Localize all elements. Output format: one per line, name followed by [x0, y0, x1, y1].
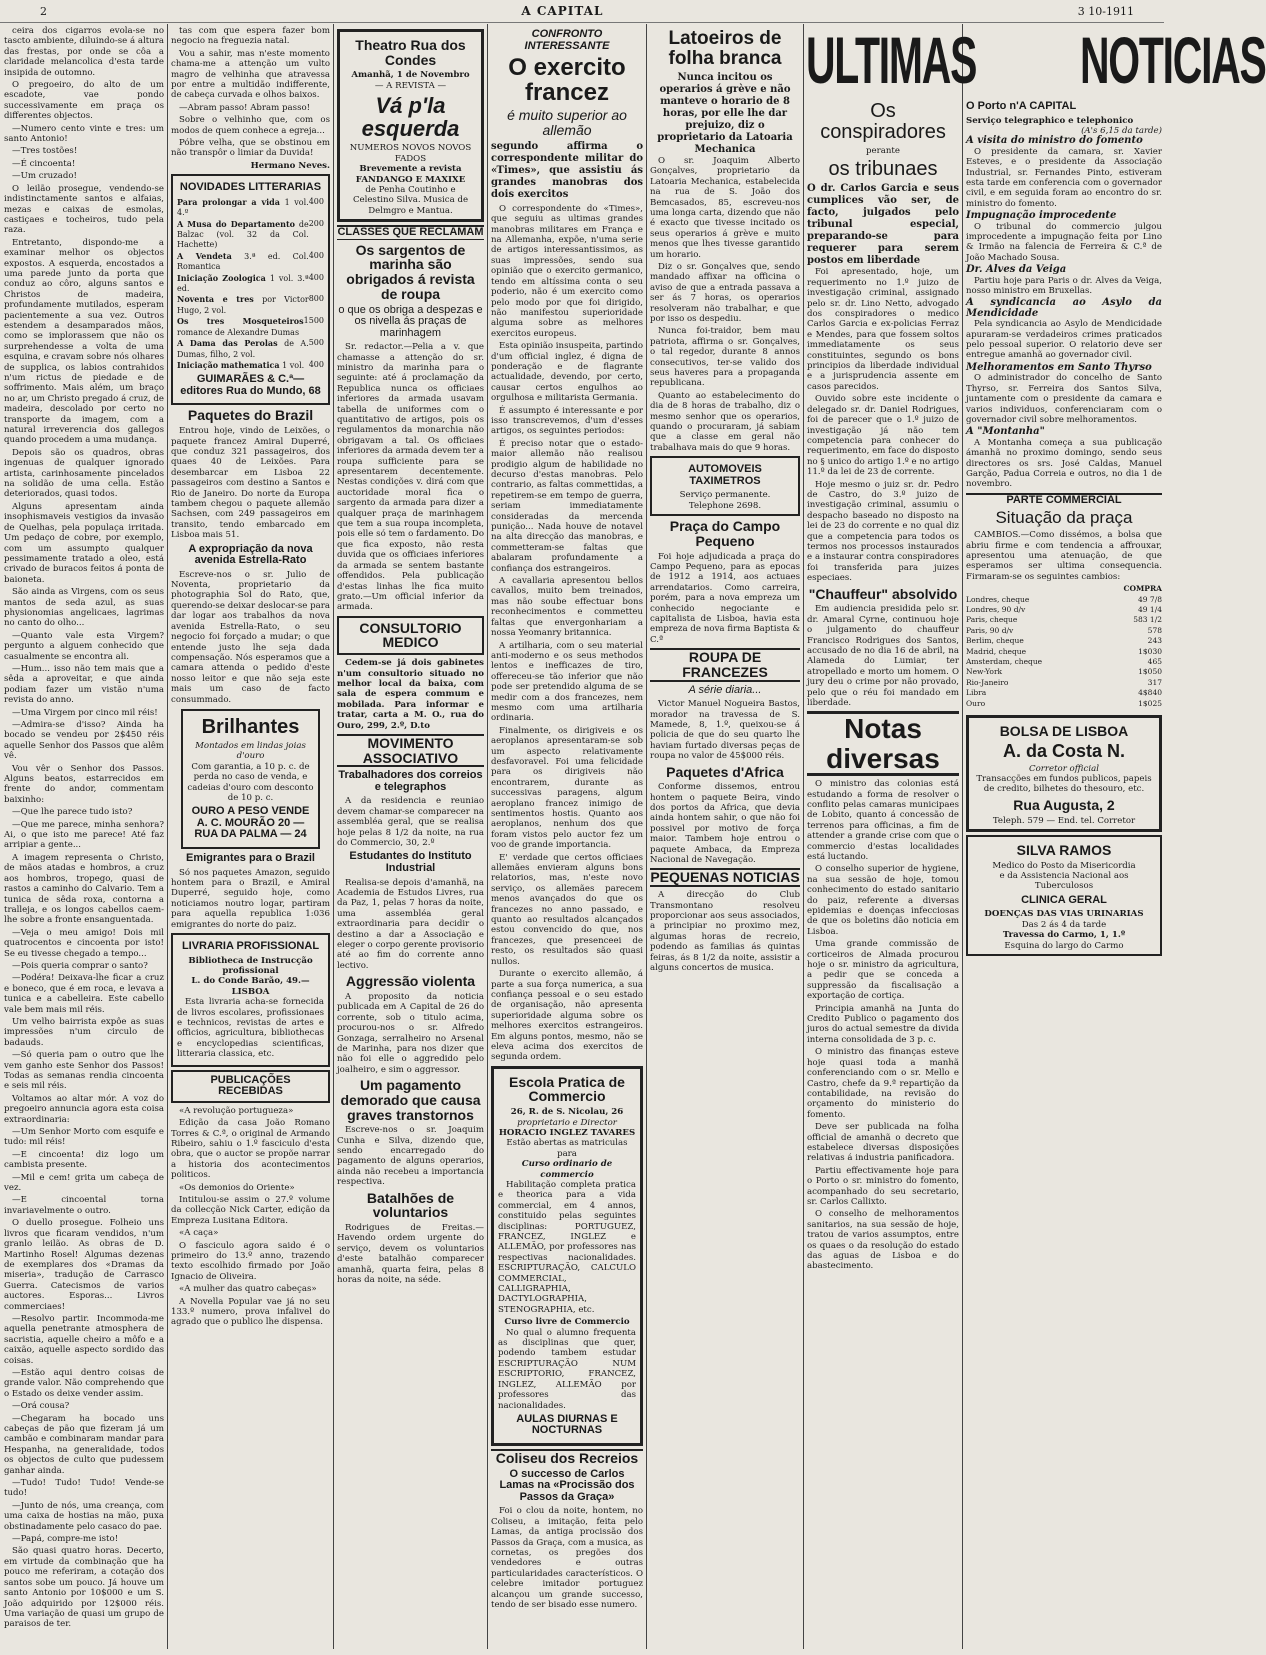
bolsa-ad-phone: Teleph. 579 — End. tel. Corretor [992, 815, 1136, 826]
automoveis-title: AUTOMOVEIS TAXIMETROS [688, 463, 762, 487]
article-paragraph: São quasi quatro horas. Decerto, em virtude da combinação que ha pouco me referiram, a cotação dos santos sobe um pouco. Já houve um santo Antonio por 10$000 e um S. João adquirido por 12$000 réis. Uma variação de quasi um grupo de paraisos de ter. [4, 1546, 164, 1630]
livraria-text: Esta livraria acha-se fornecida de livros escolares, profissionaes e technicos, revistas de artes e officios, agricultura, bibliothecas e encyclopedias scientificas, litteraria classica, etc. [177, 997, 324, 1060]
alves-title: Dr. Alves da Veiga [966, 264, 1067, 276]
column-6 [807, 98, 959, 1652]
article-paragraph: A cavallaria apresentou bellos cavallos, muito bem treinados, mas não soube effectuar bons reconhecimentos e commetteu faltas que envergonhariam a nossa Yeomanry britannica. [491, 576, 643, 639]
escola-note: Estão abertas as matriculas para [506, 1138, 628, 1159]
ultimas-noticias-banner [806, 23, 1266, 97]
article-signature: Hermano Neves. [250, 160, 330, 171]
silva-ramos-ad [966, 835, 1162, 956]
article-paragraph: Entretanto, dispondo-me a examinar melhor os objectos expostos. A esquerda, encostados a uma parede junto da porta que conduz ao côro, alguns santos e Christos de madeira, profundamente mutilados, esperam pacientemente a sua vez. Outros estendem a desamparados mãos, como se implorassem que não os surprehendesse a volta de uma esquina, e cravam sobre nós olhares de supplica, os labios contrahidos n'um rictus de piedade e de soffrimento. Mais além, um braço no ar, um Christo pregado á cruz, de madeira, descolado por certo no transporte da imagem, com a natural irreverencia dos gallegos quando procedem a uma mudança. [4, 237, 164, 446]
praca-title: Praça do Campo Pequeno [669, 518, 781, 549]
alves-text: Partiu hoje para Paris o dr. Alves da Veiga, nosso ministro em Bruxellas. [966, 275, 1162, 297]
column-rule [167, 24, 168, 1649]
situacao-title: Situação da praça [995, 508, 1133, 528]
novidade-title: Os tres Mosqueteiros [177, 316, 304, 327]
chauffeur-title: "Chauffeur" absolvido [808, 585, 958, 602]
classes-title: CLASSES QUE RECLAMAM [337, 226, 484, 239]
publicacao-item: Edição da casa João Romano Torres & C.ª, o original de Armando Ribeiro, sahiu o 1.º fasciculo d'esta obra, que o auctor se propõe narrar a historia dos acontecimentos politicos. [171, 1118, 330, 1181]
cambio-value: 317 [1147, 677, 1162, 687]
novidade-row [177, 273, 324, 295]
theatre-title: Theatro Rua dos Condes [355, 37, 466, 68]
visita-title: A visita do ministro do fomento [966, 135, 1143, 147]
column-4 [491, 26, 643, 1652]
publicacao-item: O fasciculo agora saido é o primeiro do 13.º anno, trazendo texto escolhido firmado por João Ignacio de Oliveira. [171, 1240, 330, 1282]
paquetes-title: Paquetes do Brazil [187, 407, 314, 424]
cambio-value: 1$050 [1138, 667, 1162, 677]
roupa-sub: A série diaria... [688, 683, 762, 696]
cambio-label: Rio-Janeiro [966, 677, 1009, 687]
article-paragraph: —Podéra! Deixava-lhe ficar a cruz e boneco, que é em roca, e levava a tunica e a cabelleira. Este cabello vale bem mais mil réis. [4, 973, 164, 1015]
page-number: 2 [40, 4, 47, 18]
article-paragraph: A imagem representa o Christo, de mãos atadas e hombros, a cruz aos hombros, tropego, quasi de rastos a caminho do Calvario. Tem a tunica de sêda roxa, contorna a tralleja, e os longos cabellos caem-lhe sobre a fronte ensanguentada. [4, 852, 164, 926]
article-paragraph: —Um cruzado! [12, 171, 77, 182]
cambio-value: 4$840 [1138, 688, 1162, 698]
praca-text: Foi hoje adjudicada a praça do Campo Pequeno, para as epocas de 1912 a 1914, aos actuaes arrendatarios. Como carreira, porém, para a nova empreza um conhecido negociante e capitalista de Lisboa, havia esta empreza de nova firma Baptista & C.ª [650, 551, 800, 645]
page-header [0, 0, 1164, 23]
paquetes-africa-title: Paquetes d'Africa [666, 763, 784, 780]
expropriacao-text: Escreve-nos o sr. Julio de Noventa, proprietario da photographia Sol do Rato, que, querendo-se deixar deslocar-se para dar logar aos trabalhos da nova avenida Estrella-Rato, o seu negocio foi forçado a mudar; o que entende justo lhe seja dada compensação. Nós esperamos que a camara attenda o pedido d'este nosso leitor e que não seja este mais um caso de facto consummado. [171, 569, 330, 705]
article-paragraph: —Abram passo! Abram passo! [179, 102, 311, 113]
novidade-row [177, 294, 324, 316]
novidade-price: 400 [308, 196, 324, 206]
novidade-row [177, 338, 324, 360]
publicacao-item: «A revolução portugueza» [179, 1105, 294, 1116]
bolsa-ad-title: BOLSA DE LISBOA [999, 723, 1129, 740]
article-paragraph: Depois são os quadros, obras ingenuas de qualquer ignorado artista, carinhosamente pincelados na solidão de uma cella. Estão deteriorados, quasi todos. [4, 447, 164, 500]
novidade-desc: por Victor Hugo, 2 vol. [177, 295, 309, 315]
escola-ad [491, 1066, 643, 1446]
article-paragraph: O duello prosegue. Folheio uns livros que ficaram vendidos, n'um granlo leilão. As obras de D. Martinho Rosel! Algumas dezenas de exemplares dos «Dramas da miseria», tradução de Carrasco Guerra. Catecismos de varios auctores. Esporas... Livros commerciaes! [4, 1218, 164, 1312]
article-paragraph: É assumpto é interessante e por isso transcrevemos, d'um d'esses artigos, os seguintes periodos: [491, 405, 643, 437]
cambio-label: Madrid, cheque [966, 646, 1027, 656]
article-paragraph: —Veja o meu amigo! Dois mil quatrocentos e cincoenta por isto! Se eu tivesse chegado a tempo... [4, 927, 164, 959]
article-paragraph: A artilharia, com o seu material anti-moderno e os seus methodos lentos e inefficazes de tiro, offereceu-se tão inferior que não pode ser pretendido alguma de se medir com a dos francezes, nem mesmo com uma artilharia ordinaria. [491, 640, 643, 724]
article-paragraph: —Papá, compre-me isto! [12, 1534, 119, 1545]
livraria-address: L. do Conde Barão, 49.—LISBOA [191, 976, 310, 997]
latoeiros-title: Latoeiros de folha branca [668, 28, 782, 69]
bolsa-ad-address: Rua Augusta, 2 [1013, 796, 1115, 813]
brilhantes-sub: Montados em lindas joias d'ouro [195, 740, 306, 762]
article-paragraph: —Que lhe parece tudo isto? [12, 807, 133, 818]
silva-hours: Das 2 ás 4 da tarde [1021, 919, 1107, 930]
bolsa-ad-role: Corretor official [1029, 763, 1099, 774]
escola-course: Curso ordinario de commercio [521, 1159, 613, 1180]
novidade-price: 1500 [303, 316, 324, 326]
novidade-desc: 1 vol. 4.º [177, 197, 309, 218]
nota-item: O conselho de melhoramentos sanitarios, na sua sessão de hoje, tratou de varios assumptos, entre os quaes o da resolução do estado das aguas de Lisboa e do abastecimento. [807, 1209, 959, 1272]
silva-clinic: CLINICA GERAL [1021, 893, 1107, 906]
novidade-title: A Vendeta [177, 250, 232, 261]
cambio-label: Ouro [966, 698, 986, 708]
publicacao-item: «A mulher das quatro cabeças» [179, 1284, 317, 1295]
brilhantes-footer: OURO A PESO VENDE A. C. MOURÃO 20 — RUA DA PALMA — 24 [191, 805, 310, 841]
montanha-title: A "Montanha" [966, 426, 1045, 438]
masthead: A CAPITAL [521, 4, 604, 18]
escola-text: Habilitação completa pratica e theorica para a vida commercial, em 4 annos, constituido pelas seguintes disciplinas: PORTUGUEZ, FRANCEZ, INGLEZ e ALLEMÃO, por professores nas respectivas nacionalidades. ESCRIPTURAÇÃO, CALCULO COMMERCIAL, CALLIGRAPHIA, DACTYLOGRAPHIA, STENOGRAPHIA, etc. [498, 1179, 636, 1315]
article-paragraph: —Pois queria comprar o santo? [12, 960, 148, 971]
escola-title: Escola Pratica de Commercio [509, 1073, 625, 1105]
automoveis-sub: Serviço permanente. [679, 490, 771, 501]
column-rule [803, 24, 804, 1649]
theatre-next: FANDANGO E MAXIXE [355, 174, 466, 185]
cambio-row [966, 657, 1162, 667]
asylo-text: Pela syndicancia ao Asylo de Mendicidade apuraram-se verdadeiros crimes praticados pelo pessoal superior. O relatorio deve ser entregue amanhã ao governador civil. [966, 319, 1162, 361]
publicacao-item: «A caça» [179, 1228, 219, 1239]
novidade-desc: de A. Dumas, filho, 2 vol. [177, 339, 309, 359]
publicacao-item: A Novella Popular vae já no seu 133.º numero, prova infalivel do agrado que o publico lhe dispensa. [171, 1296, 330, 1328]
commercial-title: PARTE COMMERCIAL [966, 493, 1162, 507]
movimento-sub: Trabalhadores dos correios e telegraphos [338, 769, 483, 793]
cambio-value: 1$030 [1138, 646, 1162, 656]
article-paragraph: Foi apresentado, hoje, um requerimento no 1.º juizo de investigação criminal, assignado pelo sr. dr. Lino Netto, advogado dos conspiradores o medico Carlos Garcia e ex-policias Ferraz e Mendes, para que fossem soltos immediatamente os seus constituintes, segundo os bons principios da liberdade individual e a jurisprudencia assente em casos parecidos. [807, 267, 959, 392]
cambio-label: Berlim, cheque [966, 636, 1024, 646]
column-5 [650, 26, 800, 1652]
pagamento-title: Um pagamento demorado que causa graves transtornos [340, 1077, 481, 1123]
novidade-price: 200 [308, 218, 324, 228]
confronto-kicker: CONFRONTO INTERESSANTE [524, 28, 610, 52]
novidade-price: 400 [308, 272, 324, 282]
theatre-show: Vá p'la esquerda [361, 93, 460, 142]
consultorio-title: CONSULTORIO MEDICO [337, 616, 484, 655]
article-paragraph: —Resolvo partir. Incommoda-me aquella penetrante atmosphera de sacristia, aquelle cheiro a môfo e a caixão, aquelle aspecto sordido das coisas. [4, 1313, 164, 1366]
article-paragraph: O correspondente do «Times», que seguiu as ultimas grandes manobras militares em França e na Allemanha, expõe, n'uma serie de artigos interessantissimos, as suas impressões, sendo sua opinião que o exercito germanico, tendo em altíssima conta o seu poderio, não é um exercito como pelo modo por que foi dirigido, não manifestou superioridade alguma sobre as melhores exercitos europeus. [491, 203, 643, 339]
article-paragraph: Vou vêr o Senhor dos Passos. Alguns beatos, estarrecidos em frente do andor, commentam baixinho: [4, 763, 164, 805]
brilhantes-title: Brilhantes [201, 715, 300, 738]
silva-spec: DOENÇAS DAS VIAS URINARIAS [984, 909, 1144, 920]
silva-title: SILVA RAMOS [1016, 841, 1112, 858]
novidade-price: 400 [308, 250, 324, 260]
article-paragraph: —Que me parece, minha senhora? Ai, o que isto me parece! Até faz arripiar a gente... [4, 819, 164, 851]
escola-address: 26, R. de S. Nicolau, 26 [510, 1107, 624, 1118]
article-paragraph: Hoje mesmo o juiz sr. dr. Pedro de Castro, do 3.º juizo de investigação criminal, assumiu o despacho baseado no disposto na lei de 23 do corrente e no qual diz que a competencia para todos os termos nos processos instaurados e a instaurar contra conspiradores foi transferida para juizes especiaes. [807, 479, 959, 584]
escola-footer: AULAS DIURNAS E NOCTURNAS [516, 1412, 618, 1437]
bolsa-ad-text: Transacções em fundos publicos, papeis de credito, bilhetes do thesouro, etc. [976, 774, 1152, 795]
article-paragraph: Esta opinião insuspeita, partindo d'um official inglez, é digna de ponderação e de flagrante actualidade, devendo, por certo, causar certos engulhos ao orgulhosa e militarista Germania. [491, 341, 643, 404]
visita-text: O presidente da camara, sr. Xavier Esteves, e o presidente da Associação Industrial, sr. Fernandes Pinto, estiveram esta tarde em conferencia com o governador civil, e em seguida foram ao encontro do sr. ministro do fomento. [966, 146, 1162, 209]
novidade-desc: 1 vol. 3.ª ed. [177, 273, 309, 294]
pequenas-title: PEQUENAS NOTICIAS [650, 869, 800, 886]
latoeiros-dek: Nunca incitou os operarios á grève e não manteve o horario de 8 horas, por elle lhe dar prejuizo, diz o proprietario da Latoaria Mechanica [657, 71, 793, 155]
paquetes-africa-text: Conforme dissemos, entrou hontem o paquete Beira, vindo dos portos da Africa, que devia ainda hontem sahir, o que não foi possivel por motivo de força maior. Tambem hoje entrou o paquete Ambaca, da Empreza Nacional de Navegação. [650, 782, 800, 866]
cambio-row [966, 647, 1162, 657]
situacao-text: CAMBIOS.—Como dissémos, a bolsa que abriu firme e com tendencia a affrouxar, apresentou uma atenuação, de que esperamos ser ultima consequencia. Firmaram-se os seguintes cambios: [966, 530, 1162, 582]
article-paragraph: Diz o sr. Gonçalves que, sendo mandado affixar na officina o aviso de que a entrada passava a ser ás 7 horas, os operarios resolveram não trabalhar, e que por isso os despediu. [650, 261, 800, 324]
escola-owner: proprietario e Director [517, 1117, 617, 1128]
roupa-text: Victor Manuel Nogueira Bastos, morador na travessa de S. Mamede, 8, 1.º, queixou-se á policia de que do seu quarto lhe haviam furtado diversas peças de roupa no valor de 45$000 réis. [650, 699, 800, 762]
column-7 [966, 98, 1162, 1652]
emigrantes-title: Emigrantes para o Brazil [186, 852, 315, 865]
publicacao-item: Intitulou-se assim o 27.º volume da collecção Nick Carter, edição da Empreza Lusitana Editora. [171, 1194, 330, 1226]
pagamento-text: Escreve-nos o sr. Joaquim Cunha e Silva, dizendo que, sendo encarregado do pagamento de alguns operarios, ainda não recebeu a importancia respectiva. [337, 1125, 484, 1188]
brilhantes-text: Com garantia, a 10 p. c. de perda no caso de venda, e cadeias d'ouro com desconto de 10 p. c. [187, 761, 314, 803]
article-paragraph: Póbre velha, que se obstinou em não transpôr o limiar da Duvida! [171, 138, 330, 159]
novidade-title: Para prolongar a vida [177, 196, 280, 207]
conspiradores-sub2: os tribunaes [828, 158, 938, 181]
paquetes-text: Entrou hoje, vindo de Leixões, o paquete francez Amiral Duperré, que conduz 321 passageiros, dos quaes 40 de Leixões. Para desembarcar em Lisboa 22 passageiros com destino a Santos e Rio de Janeiro. Do norte da Europa tambem chegou o paquete allemão Sachsen, com 249 passageiros em transito, tendo embarcado em Lisboa mais 51. [171, 426, 330, 541]
novidade-row [177, 316, 324, 338]
article-paragraph: ceira dos cigarros evola-se no tascto ambiente, diluindo-se á altura das frestas, por onde se côa a claridade melancolica d'esta tarde insipida de outomno. [4, 26, 164, 78]
article-paragraph: São ainda as Virgens, com os seus mantos de seda azul, as suas physionomias angelicaes, lagrimas no canto do olho... [4, 587, 164, 629]
article-paragraph: —Uma Virgem por cinco mil réis! [12, 707, 158, 718]
impugnacao-title: Impugnação improcedente [966, 210, 1117, 222]
escola-free: Curso livre de Commercio [504, 1317, 630, 1328]
novidade-desc: 3.ª ed. Col. Romantica [177, 251, 309, 272]
coliseu-title: Coliseu dos Recreios [491, 1449, 643, 1466]
article-paragraph: Durante o exercito allemão, á parte a sua força numerica, a sua confiança pessoal e o seu estado de organisação, não apresenta superioridade alguma sobre os melhores exercitos estrangeiros. Em alguns pontos, mesmo, não se eleva acima dos exercitos de segunda ordem. [491, 969, 643, 1063]
thyrso-title: Melhoramentos em Santo Thyrso [966, 361, 1152, 373]
novidade-title: Iniciação Zoologica [177, 272, 266, 283]
silva-address2: Esquina do largo do Carmo [1004, 940, 1124, 951]
article-paragraph: Alguns apresentam ainda insophismaveis vestigios da invasão de Quelhas, pela populaça irritada. Um pedaço de cobre, por exemplo, com um assumpto qualquer pessimamente tratado a oleo, está crivado de buracos feitos á ponta de baioneta. [4, 501, 164, 585]
chauffeur-text: Em audiencia presidida pelo sr. dr. Amaral Cyrne, continuou hoje o julgamento do chauffeur Francisco Rodrigues dos Santos, accusado de no dia 16 de abril, na Alameda do Lumiar, ter atropellado e morto um homem. O jury deu o crime por não provado, pelo que o réu foi mandado em liberdade. [807, 604, 959, 708]
cambio-value: 578 [1147, 625, 1162, 635]
aggressao-text: A proposito da noticia publicada em A Capital de 26 do corrente, sob o titulo acima, procurou-nos o sr. Alfredo Gonzaga, serralheiro no Arsenal de Marinha, para nos dizer que não foi elle o aggredido pelo joalheiro, e sim o aggressor. [337, 991, 484, 1075]
banner-word-2: NOTICIAS [1080, 23, 1266, 97]
article-paragraph: O sr. Joaquim Alberto Gonçalves, proprietario da Latoaria Mechanica, estabelecida na rua de S. João dos Bemcasados, 85, escreveu-nos uma longa carta, dizendo que não é exacto que tivesse incitado os seus operarios á grève e muito menos que lhes tivesse garantido um horario. [650, 155, 800, 260]
novidade-desc: de Balzac (vol. 32 da Col. Hachette) [177, 219, 309, 250]
novidade-row [177, 360, 324, 371]
nota-item: O conselho superior de hygiene, na sua sessão de hoje, tomou conhecimento do estado sanitario do paiz, referente a diversas epidemias e doenças infecciosas de que os boletins dão noticia em Lisboa. [807, 864, 959, 937]
novidade-row [177, 251, 324, 273]
novidade-row [177, 219, 324, 251]
column-rule [333, 24, 334, 1649]
thyrso-text: O administrador do concelho de Santo Thyrso, sr. Ferreira dos Santos Silva, juntamente com o presidente da camara e varios individuos, conferenciaram com o governador civil sobre melhoramentos. [966, 373, 1162, 425]
conspiradores-dek: O dr. Carlos Garcia e seus cumplices vão ser, de facto, julgados pelo tribunal especial, preparando-se para requerer para serem postos em liberdade [807, 183, 959, 267]
nota-item: Uma grande commissão de corticeiros de Almada procurou hoje o sr. ministro da agricultura, a pedir que se conceda a suppressão da fiscalisação a exportação de cortiça. [807, 939, 959, 1002]
column-2 [171, 26, 330, 1652]
batalhoes-text: Rodrigues de Freitas.—Havendo ordem urgente do serviço, devem os voluntarios d'este batalhão comparecer amanhã, quarta feira, pelas 8 horas da noite, na séde. [337, 1223, 484, 1286]
article-paragraph: —E cincoenta! diz logo um cambista presente. [4, 1149, 164, 1171]
emigrantes-text: Só nos paquetes Amazon, seguido hontem para o Brazil, e Amiral Duperré, seguido hoje, como noticiamos noutro logar, partiram para aquella republica 1:036 emigrantes do norte do paiz. [171, 867, 330, 930]
novidades-footer: GUIMARÃES & C.ª—editores Rua do Mundo, 68 [180, 373, 321, 397]
impugnacao-text: O tribunal do commercio julgou improcedente a impugnação feita por Lino & Irmão na falencia de Ferreira & C.ª de João Machado Sousa. [966, 221, 1162, 263]
estudantes-text: Realisa-se depois d'amanhã, na Academia de Estudos Livres, rua da Paz, 1, pelas 7 horas da noite, uma assembléa geral extraordinaria para decidir o destino a dar a Associação e eleger o corpo gerente provisorio até ao fim do corrente anno lectivo. [337, 877, 484, 971]
article-paragraph: —Orá cousa? [12, 1401, 70, 1412]
article-paragraph: —Só queria pam o outro que lhe vem ganho este Senhor dos Passos! Todas as semanas rendia cincoenta e seis mil réis. [4, 1050, 164, 1092]
livraria-title: LIVRARIA PROFISSIONAL [181, 940, 320, 953]
exercito-title: O exercito francez [508, 54, 626, 107]
conspiradores-title: Os conspiradores [820, 100, 946, 143]
movimento-title: MOVIMENTO ASSOCIATIVO [337, 734, 484, 767]
roupa-title: ROUPA DE FRANCEZES [650, 648, 800, 681]
porto-sub: Serviço telegraphico e telephonico [966, 115, 1134, 126]
novidades-title: NOVIDADES LITTERARIAS [179, 181, 322, 194]
automoveis-phone: Telephone 2698. [688, 500, 762, 511]
cambio-row [966, 667, 1162, 677]
cambio-label: New-York [966, 667, 1003, 677]
article-paragraph: Quanto ao estabelecimento do dia de 8 horas de trabalho, diz o mesmo senhor que os operarios, quando o procuraram, já sabiam que a classe em geral não trabalhava mais do que 9 horas. [650, 390, 800, 453]
expropriacao-title: A expropriação da nova avenida Estrella-Rato [188, 542, 313, 567]
cambio-header: COMPRA [1123, 584, 1162, 594]
coliseu-text: Foi o clou da noite, hontem, no Coliseu, a imitação, feita pelo Lamas, da antiga procissão dos Passos da Graça, com a musica, as cornetas, os pregões dos vendedores e outras particularidades característicos. O celebre imitador portuguez alcançou um grande successo, tendo de ser bisado esse numero. [491, 1506, 643, 1610]
cambio-value: 243 [1147, 636, 1162, 646]
nota-item: O ministro das colonias está estudando a forma de resolver o conflito pelas camaras municipaes de Lobito, quanto á concessão de terrenos para officinas, a fim de attender a grande crise com que o commercio d'estas localidades está luctando. [807, 779, 959, 862]
cambio-value: 49 7/8 [1138, 594, 1162, 604]
column-rule [487, 24, 488, 1649]
cambio-row [966, 699, 1162, 709]
article-paragraph: —Tres tostões! [12, 146, 78, 157]
livraria-sub: Bibliotheca de Instrucção profissional [188, 955, 313, 976]
nota-item: O ministro das finanças esteve hoje quasi toda a manhã conferenciando com o sr. Mello e Castro, chefe da 9.ª repartição da contabilidade, na revisão do orçamento do ministerio do fomento. [807, 1047, 959, 1120]
article-paragraph: Um velho bairrista expôe as suas impressões n'um circulo de badauds. [4, 1016, 164, 1048]
asylo-title: A syndicancia ao Asylo da Mendicidade [966, 297, 1162, 319]
batalhoes-title: Batalhões de voluntarios [366, 1189, 455, 1221]
pequenas-text: A direcção do Club Transmontano resolveu proporcionar aos seus associados, a principiar no proximo mez, algumas horas de recreio, podendo as familias ás quintas feiras, ás 8 1/2 da noite, assistir a alguns concertos de musica. [650, 890, 800, 974]
theatre-kind: — A REVISTA — [374, 80, 447, 91]
article-paragraph: —Um Senhor Morto com esquife e tudo: mil réis! [4, 1127, 164, 1148]
cambio-label: Libra [966, 688, 987, 698]
theatre-ad [337, 29, 484, 222]
article-paragraph: —Junto de nós, uma creança, com uma caixa de hostias na mão, puxa obstinadamente pelo casaco do pae. [4, 1500, 164, 1532]
novidade-title: Noventa e tres [177, 294, 254, 305]
article-paragraph: Sobre o velhinho que, com os modos de quem conhece a egreja... [171, 115, 330, 136]
cambio-label: Londres, 90 d/v [966, 605, 1026, 614]
article-paragraph: Ouvido sobre este incidente o delegado sr. dr. Daniel Rodrigues, foi de parecer que o 1.º juizo de investigação já não tem competencia para conhecer do requerimento, em face do disposto no § unico do artigo 1.º e no artigo 11.º da lei de 23 de corrente. [807, 394, 959, 478]
cambio-value: 1$025 [1138, 698, 1162, 708]
article-paragraph: Vou a sahir, mas n'este momento chama-me a attenção um vulto magro de velhinha que atravessa por entre a multidão indifferente, de cabeça curvada e olhos baixos. [171, 48, 330, 101]
cambio-row [966, 626, 1162, 636]
article-paragraph: O pregoeiro, do alto de um escadote, vae pondo successivamente em praça os differentes objectos. [4, 80, 164, 122]
cambios-table [966, 584, 1162, 709]
silva-address: Travessa do Carmo, 1, 1.º [1002, 930, 1126, 941]
article-paragraph: —Estão aqui dentro coisas de grande valor. Não comprehendo que o Estado os deixe vender assim. [4, 1367, 164, 1399]
article-paragraph: —Tudo! Tudo! Tudo! Vende-se tudo! [4, 1478, 164, 1499]
notas-title: Notas diversas [807, 711, 959, 776]
novidade-price: 800 [308, 294, 324, 304]
sargentos-text: Sr. redactor.—Pelia a v. que chamasse a attenção do sr. ministro da marinha para o seguinte: até á proclamação da Republica nunca os officiaes inferiores da armada usavam tabella de uniformes com o quantitativo de artigos, pois os regulamentos da monarchia não obrigavam a tal. Os officiaes inferiores da armada devem ter a roupa sufficiente para se apresentarem decentemente. Nestas condições v. dirá com que auctoridade moral fica o sargento da armada para dizer a qualquer praça de marinhagem que tem a sua roupa incompleta, pois elle só tem o fardamento. Do que fica exposto, não resta duvida que os officiaes inferiores da armada se sentem bastante offendidos. Pela publicação d'estas linhas lhe fica muito grato.—Um official inferior da armada. [337, 342, 484, 613]
novidade-title: Iniciação mathematica [177, 359, 280, 370]
exercito-dek: segundo affirma o correspondente militar do «Times», que assistiu ás grandes manobras dos dois exercitos [491, 140, 643, 200]
livraria-ad [171, 933, 330, 1067]
article-paragraph: —Admira-se d'isso? Ainda ha bocado se vendeu por 2$450 réis aquelle Senhor dos Passos que alêm vê. [4, 720, 164, 762]
porto-time: (A's 6,15 da tarde) [1081, 125, 1162, 136]
theatre-brief: Brevemente a revista [359, 164, 462, 175]
publicacao-item: «Os demonios do Oriente» [179, 1182, 295, 1193]
theatre-numbers: NUMEROS NOVOS NOVOS FADOS [349, 143, 472, 164]
novidade-desc: 1 vol. [282, 360, 305, 370]
article-paragraph: —Hum... isso não tem mais que a sêda a aproveitar, e que ainda podiam fazer um vistão n'uma revista do anno. [4, 663, 164, 706]
article-paragraph: É preciso notar que o estado-maior allemão não realisou prodigio algum de habilidade no decurso d'estas manobras. Pelo contrario, as faltas commettidas, a repetirem-se em tempo de guerra, seriam immediatamente consideradas da mercenda punição... Nada houve de notavel na alta direcção das manobras, e commetteram-se faltas que abalaram profundamente a confiança dos estrangeiros. [491, 438, 643, 574]
novidade-title: A Dama das Perolas [177, 338, 278, 349]
estudantes-title: Estudantes do Instituto Industrial [349, 850, 472, 874]
novidade-price: 500 [308, 338, 324, 348]
article-paragraph: —Chegaram ha bocado uns cabeças de pão que fizeram já um cambão e combinaram mandar para Hespanha, na generalidade, todos os objectos de culto que pudessem ganhar ainda. [4, 1413, 164, 1476]
cambio-value: 583 1/2 [1133, 615, 1162, 625]
article-paragraph: —Mil e cem! grita um cabeça de vez. [4, 1172, 164, 1194]
article-paragraph: —Numero cento vinte e tres: um santo Antonio! [4, 123, 164, 145]
cambio-label: Paris, 90 d/v [966, 625, 1014, 635]
cambio-row [966, 678, 1162, 688]
aggressao-title: Aggressão violenta [345, 973, 476, 990]
cambio-value: 465 [1147, 657, 1162, 667]
column-rule [962, 24, 963, 1649]
theatre-date: Amanhã, 1 de Novembro [351, 70, 470, 81]
escola-free-text: No qual o alumno frequenta as disciplinas que quer, podendo tambem estudar ESCRIPTURAÇÃO NUM ESCRIPTORIO, FRANCEZ, INGLEZ, ALLEMÃO por professores das nacionalidades. [498, 1327, 636, 1411]
cambio-row [966, 636, 1162, 646]
bolsa-ad-name: A. da Costa N. [1002, 740, 1126, 761]
article-paragraph: O leilão prosegue, vendendo-se indistinctamente santos e alfaias, mezas e caixas de esmolas, castiçaes e tocheiros, tudo pela raza. [4, 183, 164, 236]
sargentos-sub: o que os obriga a despezas e os nivella ás praças de marinhagem [338, 303, 483, 339]
cambio-label: Amsterdam, cheque [966, 657, 1043, 667]
automoveis-ad [650, 456, 800, 516]
consultorio-text: Cedem-se já dois gabinetes n'um consultorio situado no melhor local da baixa, com sala de espera commum e mobilada. Para informar e tratar, carta a M. O., rua do Ouro, 299, 2.º, D.to [337, 658, 484, 731]
article-paragraph: Voltamos ao altar mór. A voz do pregoeiro annuncia agora esta coisa extraordinaria: [4, 1093, 164, 1125]
sargentos-title: Os sargentos de marinha são obrigados á revista de roupa [346, 241, 475, 302]
silva-sub2: e da Assistencia Nacional aos Tuberculosos [999, 871, 1129, 892]
cambio-row [966, 615, 1162, 625]
cambio-row [966, 688, 1162, 698]
issue-date: 3 10-1911 [1077, 4, 1134, 18]
article-paragraph: —E cincoental torna invariavelmente o outro. [4, 1195, 164, 1216]
cambio-row [966, 595, 1162, 605]
escola-director: HORACIO INGLEZ TAVARES [498, 1127, 636, 1138]
bolsa-ad [966, 715, 1162, 832]
nota-item: Principia amanhã na Junta do Credito Publico o pagamento dos juros do actual semestre da divida interna consolidada de 3 p. c. [807, 1003, 959, 1045]
porto-title: O Porto n'A CAPITAL [966, 100, 1077, 112]
cambio-label: Paris, cheque [966, 615, 1018, 625]
novidade-desc: romance de Alexandre Dumas [177, 327, 300, 337]
theatre-authors: de Penha Coutinho e Celestino Silva. Musica de Delmgro e Mantua. [352, 185, 469, 216]
publicacoes-title: PUBLICAÇÕES RECEBIDAS [171, 1070, 330, 1103]
silva-sub: Medico do Posto da Misericordia [992, 860, 1136, 871]
article-paragraph: —Quanto vale esta Virgem? pergunto a alguem conhecido que casualmente se encontra ali. [4, 630, 164, 662]
conspiradores-sub: perante [866, 146, 900, 156]
article-paragraph: tas com que espera fazer bom negocio na freguezia natal. [171, 26, 330, 47]
nota-item: Deve ser publicada na folha official de amanhã o decreto que estabelece diversas disposições relativas á industria panificadora. [807, 1122, 959, 1164]
exercito-subtitle: é muito superior ao allemão [507, 107, 627, 139]
column-3 [337, 26, 484, 1652]
nota-item: Partiu effectivamente hoje para o Porto o sr. ministro do fomento, acompanhado do seu secretario, sr. Carlos Callixto. [807, 1165, 959, 1207]
cambio-value: 49 1/4 [1138, 605, 1162, 614]
column-rule [646, 24, 647, 1649]
novidade-title: A Musa do Departamento [177, 218, 296, 229]
article-paragraph: E' verdade que certos officiaes allemães envieram alguns bons relatorios, mas, n'este novo serviço, os allemães parecem menos avançados do que os francezes no anno passado, e quanto ao resultados alcançados estou convencido do que, nos francezes, que presenceei de resto, os resultados são quasi nullos. [491, 852, 643, 967]
novidades-ad [171, 174, 330, 405]
article-paragraph: Nunca foi-traidor, bem mau patriota, affirma o sr. Gonçalves, o tal regedor, durante 8 annos consecutivos, ter-se valido dos seus haveres para a propaganda republicana. [650, 326, 800, 389]
cambio-label: Londres, cheque [966, 594, 1030, 604]
montanha-text: A Montanha começa a sua publicação ámanhã no proximo domingo, sendo seus directores os srs. José Caldas, Manuel Garção, Padua Correia e outros, no dia 1 de novembro. [966, 437, 1162, 490]
novidade-row [177, 197, 324, 219]
coliseu-sub: O successo de Carlos Lamas na «Procissão dos Passos da Graça» [499, 1467, 635, 1503]
novidade-price: 400 [308, 359, 324, 369]
column-1 [4, 26, 164, 1652]
cambio-row [966, 605, 1162, 615]
article-paragraph: —É cincoenta! [12, 158, 76, 169]
brilhantes-ad [181, 709, 320, 849]
article-paragraph: Finalmente, os dirigiveis e os aeroplanos apresentaram-se sob um aspecto relativamente desfavoravel. Foi uma felicidade para os dirigiveis não encontrarem, durante as successivas paragens, algum aeroplano francez inimigo de sentimentos hostis. Quanto aos aeroplanos, nenhum dos que foram vistos pelo auctor fez um voo de grande importancia. [491, 725, 643, 851]
movimento-text: A da residencia e reuniao devem chamar-se comparecer na assembléa geral, que se realisa hoje pelas 8 1/2 da noite, na rua do Commercio, 30, 2.º [337, 796, 484, 849]
banner-word-1: ULTIMAS [806, 23, 977, 97]
